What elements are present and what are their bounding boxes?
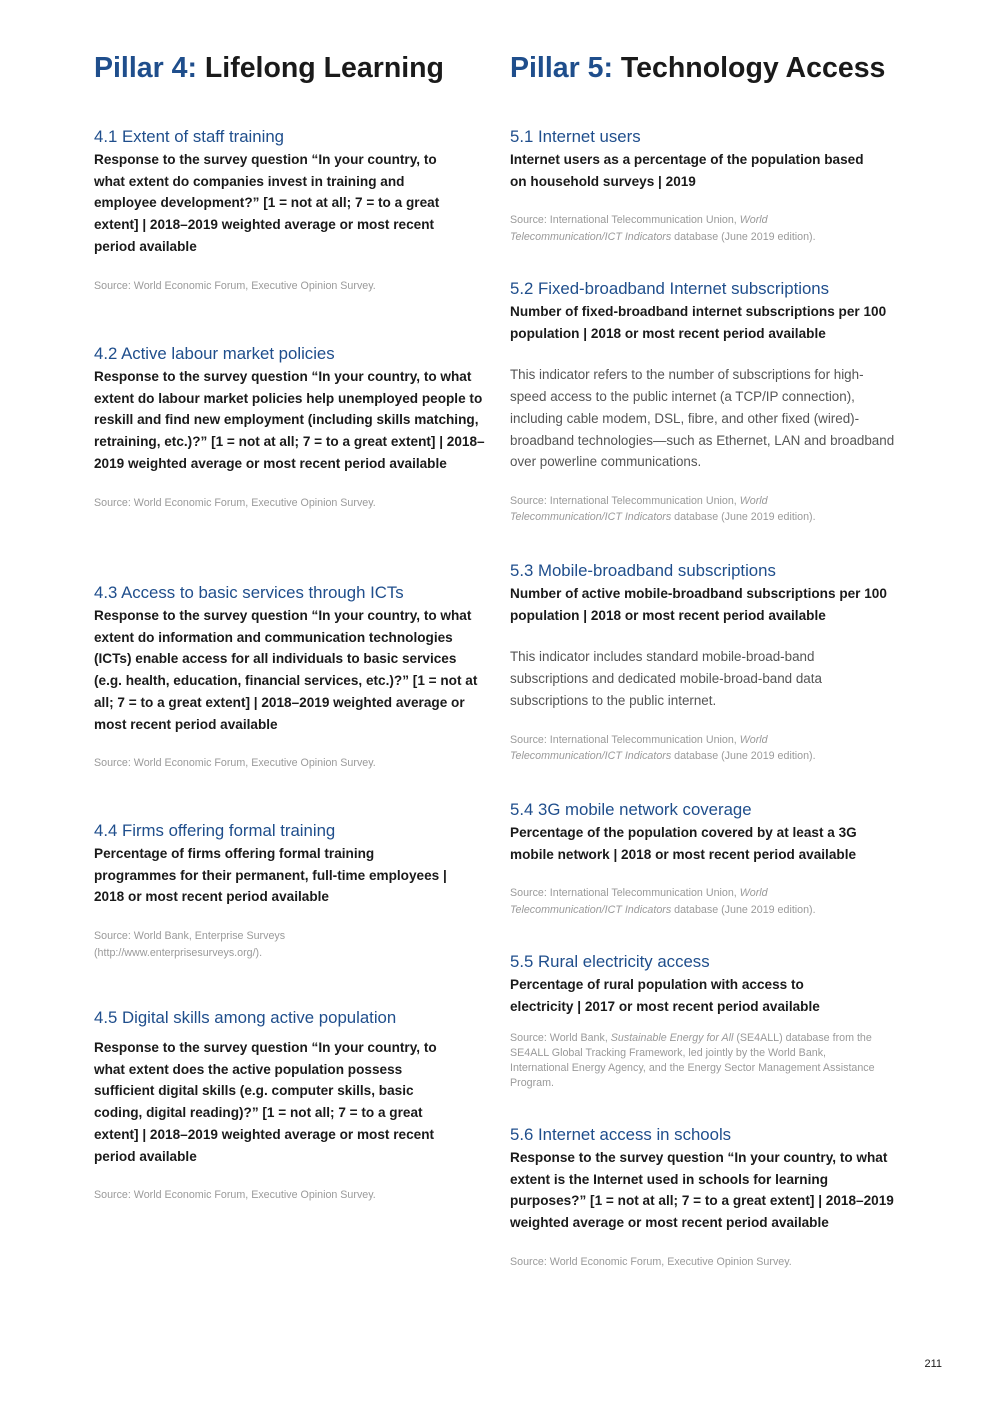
indicator-5-3 — [510, 561, 895, 765]
indicator-4-2 — [94, 344, 486, 511]
indicator-5-6 — [510, 1125, 900, 1270]
indicator-title: 5.3 Mobile-broadband subscriptions — [510, 561, 776, 580]
indicator-source: Source: International Telecommunication Union, World Telecommunication/ICT Indicators database (June 2019 edition). — [510, 494, 816, 524]
indicator-source: Source: World Economic Forum, Executive Opinion Survey. — [94, 1189, 376, 1202]
indicator-title: 5.1 Internet users — [510, 127, 641, 146]
indicator-source: Source: International Telecommunication Union, World Telecommunication/ICT Indicators database (June 2019 edition). — [510, 887, 816, 916]
indicator-4-5 — [94, 1008, 449, 1204]
indicator-definition: Internet users as a percentage of the population based on household surveys | 2019 — [510, 152, 864, 189]
pillar-4-number: Pillar 4: — [94, 52, 197, 84]
pillar-4-title — [94, 50, 444, 86]
indicator-4-4 — [94, 821, 449, 961]
indicator-definition: Response to the survey question “In your country, to what extent do information and communication technologies (ICTs) enable access for all individuals to basic services (e.g. health, education, financial services, etc.)?” [1 = not at all; 7 = to a great extent] | 2018–2019 weighted average or most recent period available — [94, 608, 478, 732]
pillar-4-name: Lifelong Learning — [204, 52, 444, 84]
indicator-source: Source: World Bank, Enterprise Surveys (http://www.enterprisesurveys.org/). — [94, 930, 286, 959]
indicator-source: Source: International Telecommunication Union, World Telecommunication/ICT Indicators database (June 2019 edition). — [510, 214, 816, 243]
indicator-title: 4.3 Access to basic services through ICTs — [94, 583, 404, 602]
indicator-definition: Number of fixed-broadband internet subscriptions per 100 population | 2018 or most recent period available — [510, 304, 887, 341]
indicator-definition: Response to the survey question “In your country, to what extent do companies invest in training and employee development?” [1 = not at all; 7 = to a great extent] | 2018–2019 weighted average or most recent period available — [94, 152, 440, 254]
page-number: 211 — [924, 1358, 942, 1370]
indicator-source: Source: World Economic Forum, Executive Opinion Survey. — [94, 279, 376, 292]
indicator-title: 5.6 Internet access in schools — [510, 1125, 732, 1144]
indicator-note: This indicator refers to the number of subscriptions for high-speed access to the public internet (a TCP/IP connection), including cable modem, DSL, fibre, and other fixed (wired)-broadband technologies—such as Ethernet, LAN and broadband over powerline communications. — [510, 367, 895, 470]
indicator-definition: Number of active mobile-broadband subscriptions per 100 population | 2018 or most recent period available — [510, 586, 887, 623]
indicator-note: This indicator includes standard mobile-broad-band subscriptions and dedicated mobile-broad-band data subscriptions to the public internet. — [510, 649, 822, 708]
indicator-5-4 — [510, 800, 895, 918]
indicator-title: 4.5 Digital skills among active population — [94, 1008, 397, 1027]
indicator-definition: Percentage of the population covered by at least a 3G mobile network | 2018 or most recent period available — [510, 825, 857, 862]
indicator-5-1 — [510, 127, 870, 245]
indicator-definition: Percentage of firms offering formal training programmes for their permanent, full-time employees | 2018 or most recent period available — [94, 846, 447, 905]
indicator-5-2 — [510, 279, 895, 526]
pillar-5-number: Pillar 5: — [510, 52, 613, 84]
indicator-definition: Response to the survey question “In your country, to what extent do labour market policies help unemployed people to reskill and find new employment (including skills matching, retraining, etc.)?” [1 = not at all; 7 = to a great extent] | 2018–2019 weighted average or most recent period available — [94, 369, 485, 471]
indicator-title: 4.2 Active labour market policies — [94, 344, 335, 363]
indicator-source: Source: International Telecommunication Union, World Telecommunication/ICT Indicators database (June 2019 edition). — [510, 733, 816, 763]
indicator-title: 5.2 Fixed-broadband Internet subscriptions — [510, 279, 830, 298]
indicator-source: Source: World Economic Forum, Executive Opinion Survey. — [94, 496, 376, 509]
indicator-5-5 — [510, 952, 895, 1091]
indicator-definition: Percentage of rural population with access to electricity | 2017 or most recent period available — [510, 977, 820, 1014]
indicator-source: Source: World Economic Forum, Executive Opinion Survey. — [94, 757, 376, 770]
pillar-5-title — [510, 50, 885, 86]
pillar-5-name: Technology Access — [620, 52, 886, 84]
indicator-4-1 — [94, 127, 454, 294]
indicator-title: 4.4 Firms offering formal training — [94, 821, 336, 840]
indicator-title: 4.1 Extent of staff training — [94, 127, 284, 146]
indicator-source: Source: World Economic Forum, Executive Opinion Survey. — [510, 1255, 792, 1268]
indicator-title: 5.5 Rural electricity access — [510, 952, 710, 971]
indicator-title: 5.4 3G mobile network coverage — [510, 800, 752, 819]
indicator-4-3 — [94, 583, 486, 772]
indicator-definition: Response to the survey question “In your country, to what extent does the active population possess sufficient digital skills (e.g. computer skills, basic coding, digital reading)?” [1 = not all; 7 = to a great extent] | 2018–2019 weighted average or most recent period available — [94, 1040, 437, 1164]
indicator-source: Source: World Bank, Sustainable Energy for All (SE4ALL) database from the SE4ALL Global Tracking Framework, led jointly by the World Bank, International Energy Agency, and the Energy Sector Management Assistance Program. — [510, 1032, 875, 1090]
indicator-definition: Response to the survey question “In your country, to what extent is the Internet used in schools for learning purposes?” [1 = not at all; 7 = to a great extent] | 2018–2019 weighted average or most recent period available — [510, 1150, 894, 1231]
